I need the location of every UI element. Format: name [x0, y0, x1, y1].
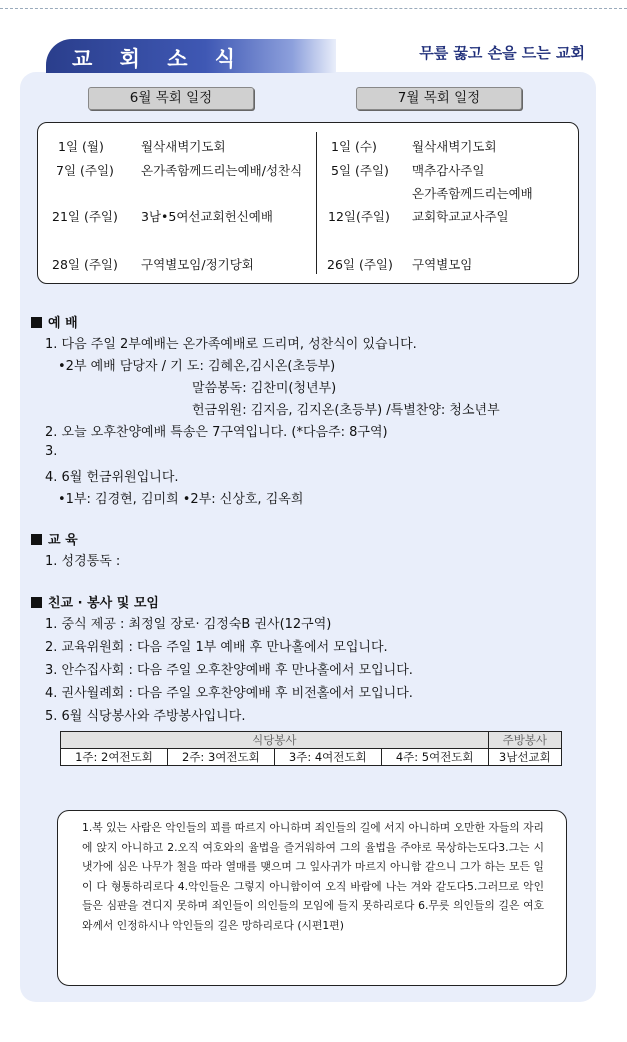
july-date-3: 12일(주일)	[328, 209, 390, 224]
verse-text: 1.복 있는 사람은 악인들의 꾀를 따르지 아니하며 죄인들의 길에 서지 아니하며 오만한 자들의 자리에 앉지 아니하고 2.오직 여호와의 율법을 즐거워하여 그의 율법을 주야로 묵상하는도다3.그는 시냇가에 심은 나무가 철을 따라 열매를 맺으며 그 잎사귀가 마르지 아니함 같으니 그가 하는 모든 일이 다 형통하리로다 4.악인들은 그렇지 아니함이여 오직 바람에 나는 겨와 같도다5.그러므로 악인들은 심판을 견디지 못하며 죄인들이 의인들의 모임에 들지 못하리로다 6.무릇 의인들의 길은 여호와께서 인정하시나 악인들의 길은 망하리로다 (시편1편)	[82, 821, 544, 932]
june-date-4: 28일 (주일)	[52, 257, 118, 272]
schedule-box	[37, 122, 579, 284]
june-date-2: 7일 (주일)	[56, 163, 114, 178]
dining-week-3: 3주: 4여전도회	[274, 749, 381, 766]
june-event-4: 구역별모임/정기당회	[141, 257, 254, 272]
worship-line-2: •2부 예배 담당자 / 기 도: 김혜온,김시온(초등부)	[58, 359, 336, 374]
july-event-4: 구역별모임	[412, 257, 473, 272]
page-title: 교 회 소 식	[72, 46, 246, 71]
worship-line-6: 3.	[45, 444, 58, 459]
dining-week-1: 1주: 2여전도회	[61, 749, 168, 766]
july-event-1: 월삭새벽기도회	[412, 139, 497, 154]
july-date-1: 1일 (수)	[331, 139, 377, 154]
dining-week-4: 4주: 5여전도회	[381, 749, 488, 766]
worship-line-4: 헌금위원: 김지음, 김지온(초등부) /특별찬양: 청소년부	[192, 403, 500, 418]
july-event-2: 맥추감사주일	[412, 163, 485, 178]
tab-june-schedule: 6월 목회 일정	[88, 87, 254, 110]
fellowship-line-3: 3. 안수집사회 : 다음 주일 오후찬양예배 후 만나홀에서 모입니다.	[45, 663, 413, 678]
section-worship-heading: 예 배	[31, 312, 78, 331]
service-table	[60, 731, 562, 766]
july-event-3: 교회학교교사주일	[412, 209, 509, 224]
june-event-2: 온가족함께드리는예배/성찬식	[141, 163, 303, 178]
dining-service-header: 식당봉사	[61, 732, 489, 749]
fellowship-line-1: 1. 중식 제공 : 최정일 장로· 김정숙B 권사(12구역)	[45, 617, 332, 632]
square-bullet-icon	[31, 597, 42, 608]
fellowship-line-5: 5. 6월 식당봉사와 주방봉사입니다.	[45, 709, 246, 724]
kitchen-service-header: 주방봉사	[488, 732, 561, 749]
tab-july-schedule: 7월 목회 일정	[356, 87, 522, 110]
worship-line-1: 1. 다음 주일 2부예배는 온가족예배로 드리며, 성찬식이 있습니다.	[45, 337, 417, 352]
top-dashed-rule	[0, 0, 627, 9]
square-bullet-icon	[31, 534, 42, 545]
worship-line-5: 2. 오늘 오후찬양예배 특송은 7구역입니다. (*다음주: 8구역)	[45, 425, 388, 440]
june-event-1: 월삭새벽기도회	[141, 139, 226, 154]
june-event-3: 3남•5여선교회헌신예배	[141, 209, 273, 224]
worship-line-7: 4. 6월 헌금위원입니다.	[45, 470, 179, 485]
july-date-4: 26일 (주일)	[327, 257, 393, 272]
worship-line-3: 말씀봉독: 김찬미(청년부)	[192, 381, 337, 396]
church-motto: 무릎 꿇고 손을 드는 교회	[419, 44, 585, 62]
dining-week-2: 2주: 3여전도회	[167, 749, 274, 766]
fellowship-line-4: 4. 권사월례회 : 다음 주일 오후찬양예배 후 비전홀에서 모입니다.	[45, 686, 413, 701]
worship-line-8: •1부: 김경현, 김미희 •2부: 신상호, 김옥희	[58, 492, 304, 507]
july-date-2: 5일 (주일)	[331, 163, 389, 178]
section-education-heading: 교 육	[31, 529, 78, 548]
july-event-2b: 온가족함께드리는예배	[412, 186, 533, 201]
kitchen-service-group: 3남선교회	[488, 749, 561, 766]
square-bullet-icon	[31, 317, 42, 328]
section-fellowship-heading: 친교 · 봉사 및 모임	[31, 592, 159, 611]
education-line-1: 1. 성경통독 :	[45, 554, 121, 569]
service-table-row	[61, 749, 562, 766]
service-table-header	[61, 732, 562, 749]
fellowship-line-2: 2. 교육위원회 : 다음 주일 1부 예배 후 만나홀에서 모입니다.	[45, 640, 388, 655]
june-date-3: 21일 (주일)	[52, 209, 118, 224]
schedule-divider	[316, 132, 317, 274]
june-date-1: 1일 (월)	[58, 139, 104, 154]
